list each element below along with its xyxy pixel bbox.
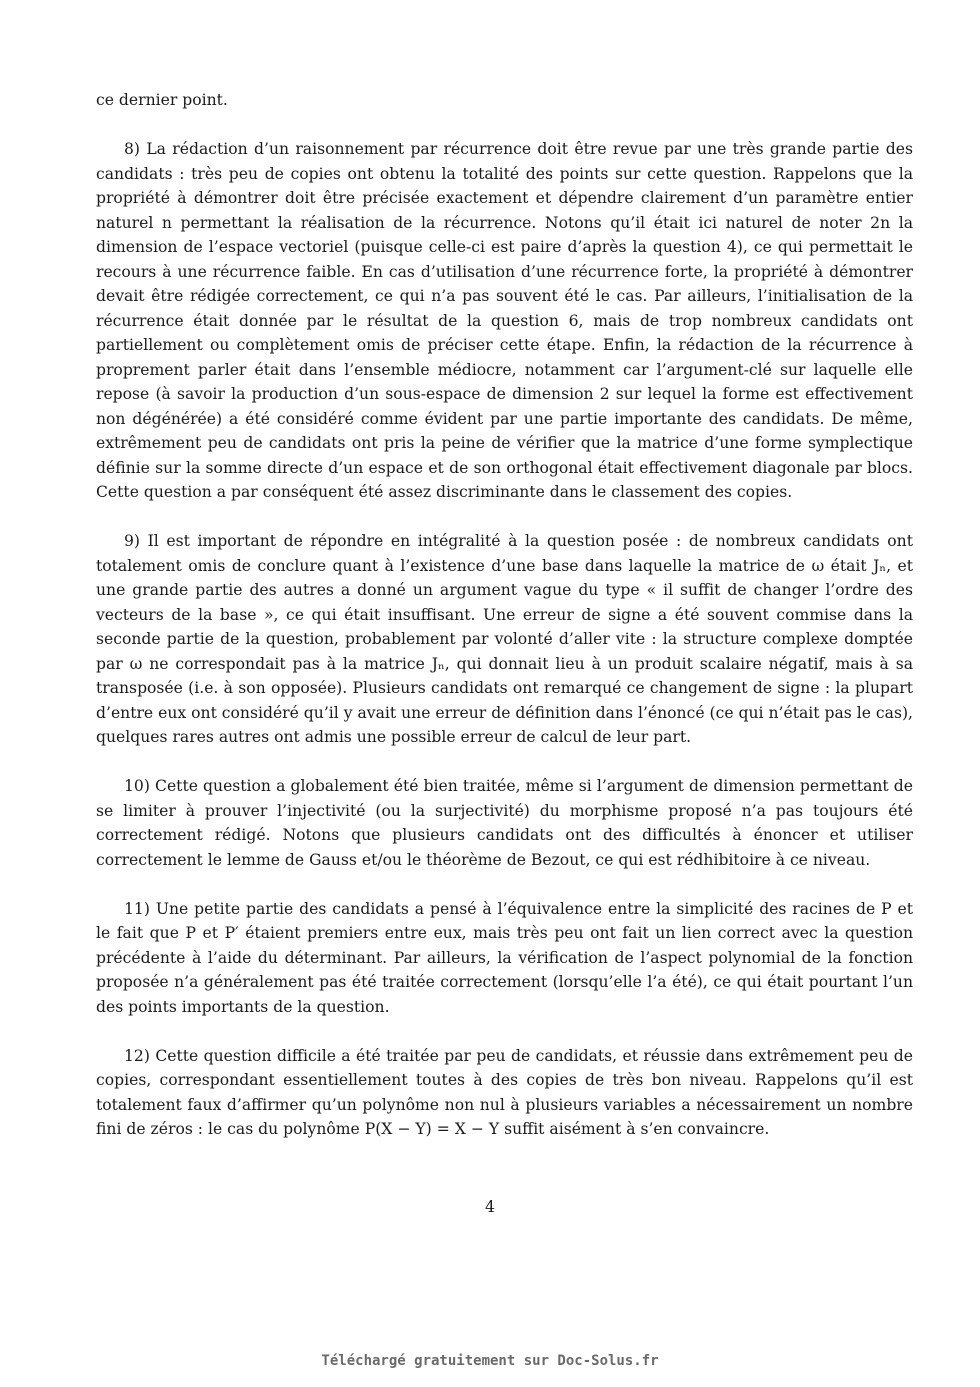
paragraph-question-8: 8) La rédaction d’un raisonnement par récurrence doit être revue par une très grande partie des candidats : très peu de copies ont obtenu la totalité des points sur cette question. Rappelons que la propriété à démontrer doit être précisée exactement et dépendre clairement d’un paramètre entier naturel n permettant la réalisation de la récurrence. Notons qu’il était ici naturel de noter 2n la dimension de l’espace vectoriel (puisque celle-ci est paire d’après la question 4), ce qui permettait le recours à une récurrence faible. En cas d’utilisation d’une récurrence forte, la propriété à démontrer devait être rédigée correctement, ce qui n’a pas souvent été le cas. Par ailleurs, l’initialisation de la récurrence était donnée par le résultat de la question 6, mais de trop nombreux candidats ont partiellement ou complètement omis de préciser cette étape. Enfin, la rédaction de la récurrence à proprement parler était dans l’ensemble médiocre, notamment car l’argument-clé sur laquelle elle repose (à savoir la production d’un sous-espace de dimension 2 sur lequel la forme est effectivement non dégénérée) a été considéré comme évident par une partie importante des candidats. De même, extrêmement peu de candidats ont pris la peine de vérifier que la matrice d’une forme symplectique définie sur la somme directe d’un espace et de son orthogonal était effectivement diagonale par blocs. Cette question a par conséquent été assez discriminante dans le classement des copies. [96,140,913,501]
download-footer: Téléchargé gratuitement sur Doc-Solus.fr [321,1353,659,1369]
body-text [96,88,913,1142]
paragraph-question-12: 12) Cette question difficile a été traitée par peu de candidats, et réussie dans extrêmement peu de copies, correspondant essentiellement toutes à des copies de très bon niveau. Rappelons qu’il est totalement faux d’affirmer qu’un polynôme non nul à plusieurs variables a nécessairement un nombre fini de zéros : le cas du polynôme P(X − Y) = X − Y suffit aisément à s’en convaincre. [96,1046,913,1138]
paragraph-question-9: 9) Il est important de répondre en intégralité à la question posée : de nombreux candidats ont totalement omis de conclure quant à l’existence d’une base dans laquelle la matrice de ω était Jₙ, et une grande partie des autres a donné un argument vague du type « il suffit de changer l’ordre des vecteurs de la base », ce qui était insuffisant. Une erreur de signe a été souvent commise dans la seconde partie de la question, probablement par volonté d’aller vite : la structure complexe domptée par ω ne correspondait pas à la matrice Jₙ, qui donnait lieu à un produit scalaire négatif, mais à sa transposée (i.e. à son opposée). Plusieurs candidats ont remarqué ce changement de signe : la plupart d’entre eux ont considéré qu’il y avait une erreur de définition dans l’énoncé (ce qui n’était pas le cas), quelques rares autres ont admis une possible erreur de calcul de leur part. [96,532,913,746]
paragraph-question-11: 11) Une petite partie des candidats a pensé à l’équivalence entre la simplicité des racines de P et le fait que P et P′ étaient premiers entre eux, mais très peu ont fait un lien correct avec la question précédente à l’aide du déterminant. Par ailleurs, la vérification de l’aspect polynomial de la fonction proposée n’a généralement pas été traitée correctement (lorsqu’elle l’a été), ce qui était pourtant l’un des points importants de la question. [96,899,913,1016]
paragraph-question-10: 10) Cette question a globalement été bien traitée, même si l’argument de dimension permettant de se limiter à prouver l’injectivité (ou la surjectivité) du morphisme proposé n’a pas toujours été correctement rédigé. Notons que plusieurs candidats ont des difficultés à énoncer et utiliser correctement le lemme de Gauss et/ou le théorème de Bezout, ce qui est rédhibitoire à ce niveau. [96,777,913,869]
paragraph-continuation: ce dernier point. [96,91,228,109]
page-number: 4 [485,1198,495,1216]
